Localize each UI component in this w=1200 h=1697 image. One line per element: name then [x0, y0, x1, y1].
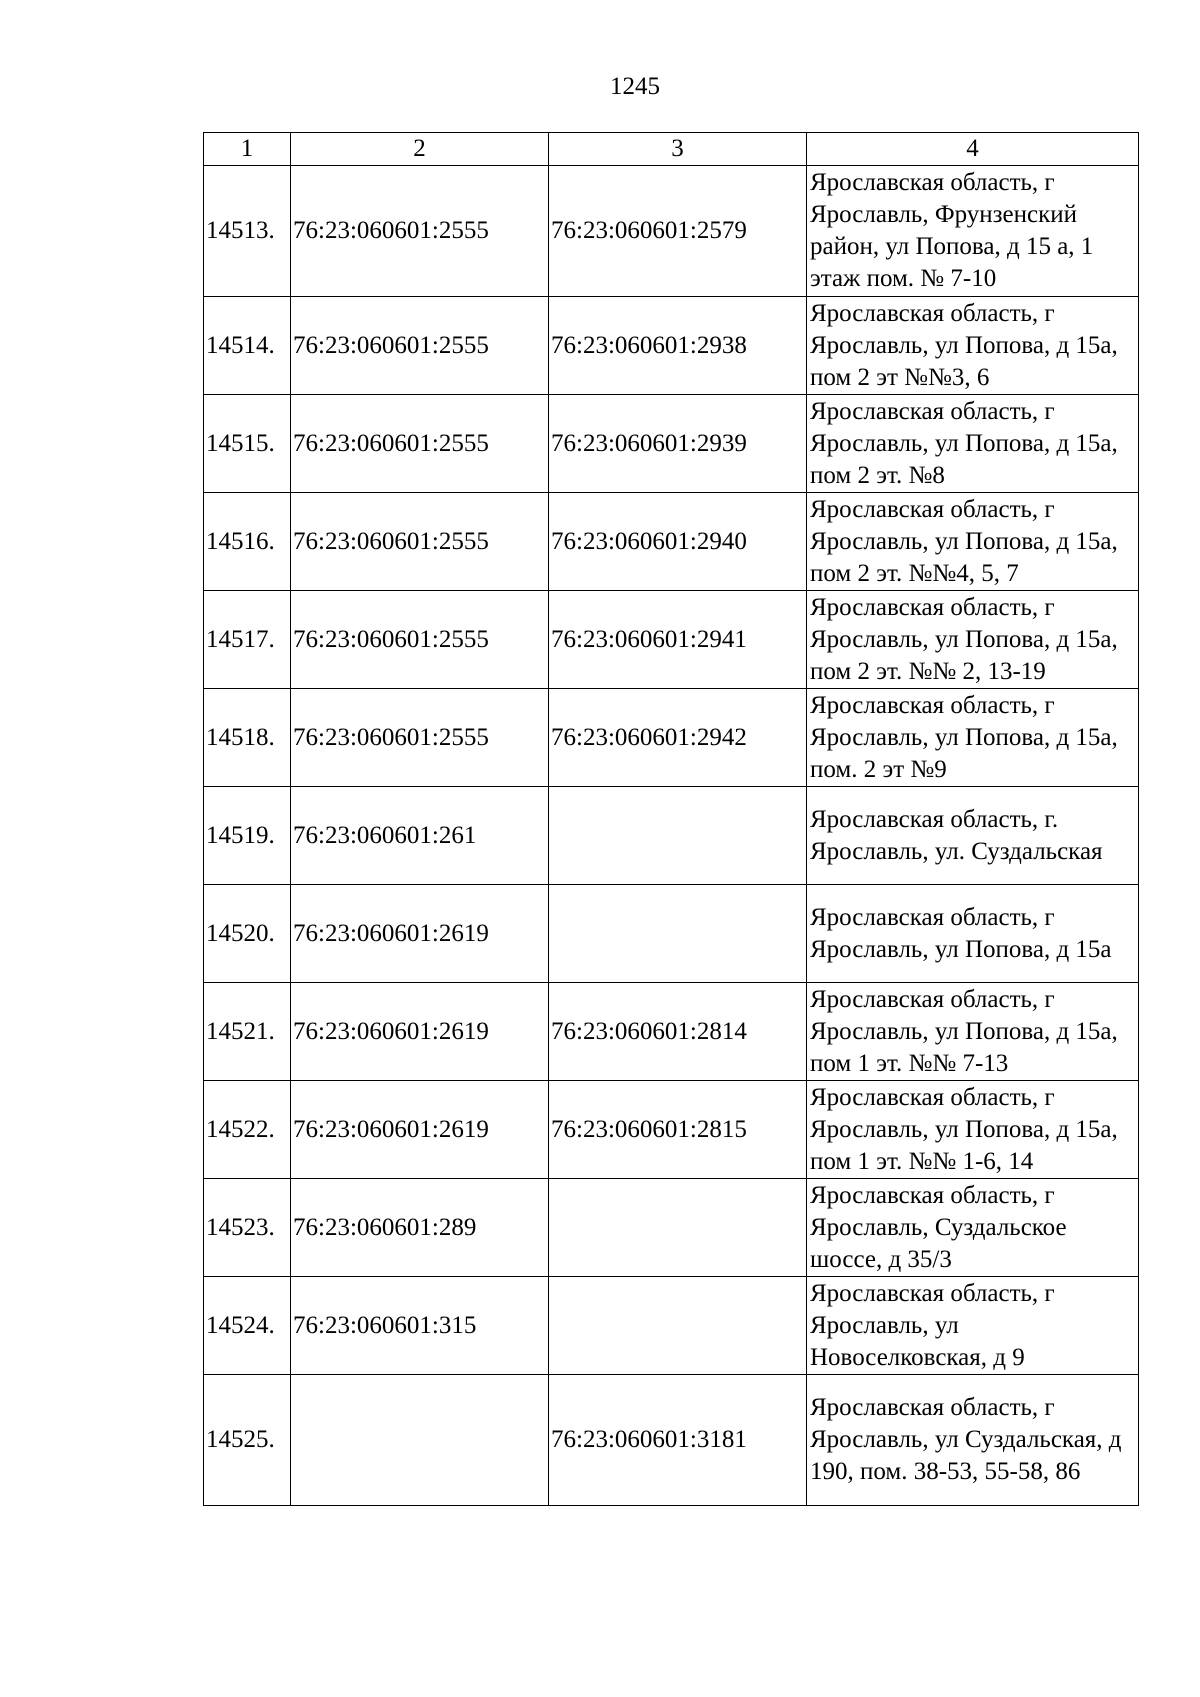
table-header-row: [204, 133, 1139, 166]
parent-cadastral-number: 76:23:060601:2619: [291, 885, 549, 983]
object-cadastral-number: 76:23:060601:3181: [549, 1375, 807, 1506]
column-header: 4: [807, 133, 1139, 166]
row-number: 14523.: [204, 1179, 291, 1277]
table-row: [204, 166, 1139, 297]
table-row: [204, 983, 1139, 1081]
address: Ярославская область, г Ярославль, Суздальское шоссе, д 35/3: [807, 1179, 1139, 1277]
parent-cadastral-number: [291, 1375, 549, 1506]
object-cadastral-number: 76:23:060601:2815: [549, 1081, 807, 1179]
row-number: 14525.: [204, 1375, 291, 1506]
row-number: 14520.: [204, 885, 291, 983]
table-row: [204, 493, 1139, 591]
parent-cadastral-number: 76:23:060601:261: [291, 787, 549, 885]
parent-cadastral-number: 76:23:060601:2619: [291, 1081, 549, 1179]
object-cadastral-number: 76:23:060601:2938: [549, 297, 807, 395]
object-cadastral-number: 76:23:060601:2940: [549, 493, 807, 591]
table-row: [204, 689, 1139, 787]
address: Ярославская область, г Ярославль, ул Попова, д 15а, пом. 2 эт №9: [807, 689, 1139, 787]
parent-cadastral-number: 76:23:060601:2619: [291, 983, 549, 1081]
parent-cadastral-number: 76:23:060601:2555: [291, 395, 549, 493]
row-number: 14524.: [204, 1277, 291, 1375]
table-row: [204, 395, 1139, 493]
object-cadastral-number: [549, 787, 807, 885]
address: Ярославская область, г Ярославль, ул Попова, д 15а: [807, 885, 1139, 983]
parent-cadastral-number: 76:23:060601:2555: [291, 166, 549, 297]
table-row: [204, 1277, 1139, 1375]
address: Ярославская область, г. Ярославль, ул. Суздальская: [807, 787, 1139, 885]
row-number: 14515.: [204, 395, 291, 493]
address: Ярославская область, г Ярославль, ул Попова, д 15а, пом 2 эт. №№ 2, 13-19: [807, 591, 1139, 689]
table-row: [204, 1375, 1139, 1506]
object-cadastral-number: 76:23:060601:2942: [549, 689, 807, 787]
registry-table: [203, 132, 1139, 1506]
address: Ярославская область, г Ярославль, ул Попова, д 15а, пом 1 эт. №№ 7-13: [807, 983, 1139, 1081]
table-row: [204, 591, 1139, 689]
row-number: 14521.: [204, 983, 291, 1081]
row-number: 14514.: [204, 297, 291, 395]
column-header: 1: [204, 133, 291, 166]
object-cadastral-number: 76:23:060601:2814: [549, 983, 807, 1081]
address: Ярославская область, г Ярославль, ул Новоселковская, д 9: [807, 1277, 1139, 1375]
address: Ярославская область, г Ярославль, ул Попова, д 15а, пом 2 эт №№3, 6: [807, 297, 1139, 395]
address: Ярославская область, г Ярославль, ул Попова, д 15а, пом 2 эт. №№4, 5, 7: [807, 493, 1139, 591]
parent-cadastral-number: 76:23:060601:289: [291, 1179, 549, 1277]
parent-cadastral-number: 76:23:060601:2555: [291, 689, 549, 787]
parent-cadastral-number: 76:23:060601:2555: [291, 591, 549, 689]
table-row: [204, 787, 1139, 885]
object-cadastral-number: 76:23:060601:2941: [549, 591, 807, 689]
address: Ярославская область, г Ярославль, Фрунзенский район, ул Попова, д 15 а, 1 этаж пом. № 7-10: [807, 166, 1139, 297]
address: Ярославская область, г Ярославль, ул Попова, д 15а, пом 1 эт. №№ 1-6, 14: [807, 1081, 1139, 1179]
table-row: [204, 1081, 1139, 1179]
column-header: 3: [549, 133, 807, 166]
page-number: 1245: [610, 73, 660, 100]
table-row: [204, 885, 1139, 983]
object-cadastral-number: [549, 1277, 807, 1375]
table-row: [204, 1179, 1139, 1277]
row-number: 14517.: [204, 591, 291, 689]
object-cadastral-number: 76:23:060601:2939: [549, 395, 807, 493]
row-number: 14513.: [204, 166, 291, 297]
address: Ярославская область, г Ярославль, ул Суздальская, д 190, пом. 38-53, 55-58, 86: [807, 1375, 1139, 1506]
object-cadastral-number: [549, 1179, 807, 1277]
parent-cadastral-number: 76:23:060601:2555: [291, 297, 549, 395]
object-cadastral-number: [549, 885, 807, 983]
parent-cadastral-number: 76:23:060601:2555: [291, 493, 549, 591]
row-number: 14522.: [204, 1081, 291, 1179]
row-number: 14516.: [204, 493, 291, 591]
row-number: 14519.: [204, 787, 291, 885]
object-cadastral-number: 76:23:060601:2579: [549, 166, 807, 297]
table-row: [204, 297, 1139, 395]
address: Ярославская область, г Ярославль, ул Попова, д 15а, пом 2 эт. №8: [807, 395, 1139, 493]
parent-cadastral-number: 76:23:060601:315: [291, 1277, 549, 1375]
column-header: 2: [291, 133, 549, 166]
row-number: 14518.: [204, 689, 291, 787]
